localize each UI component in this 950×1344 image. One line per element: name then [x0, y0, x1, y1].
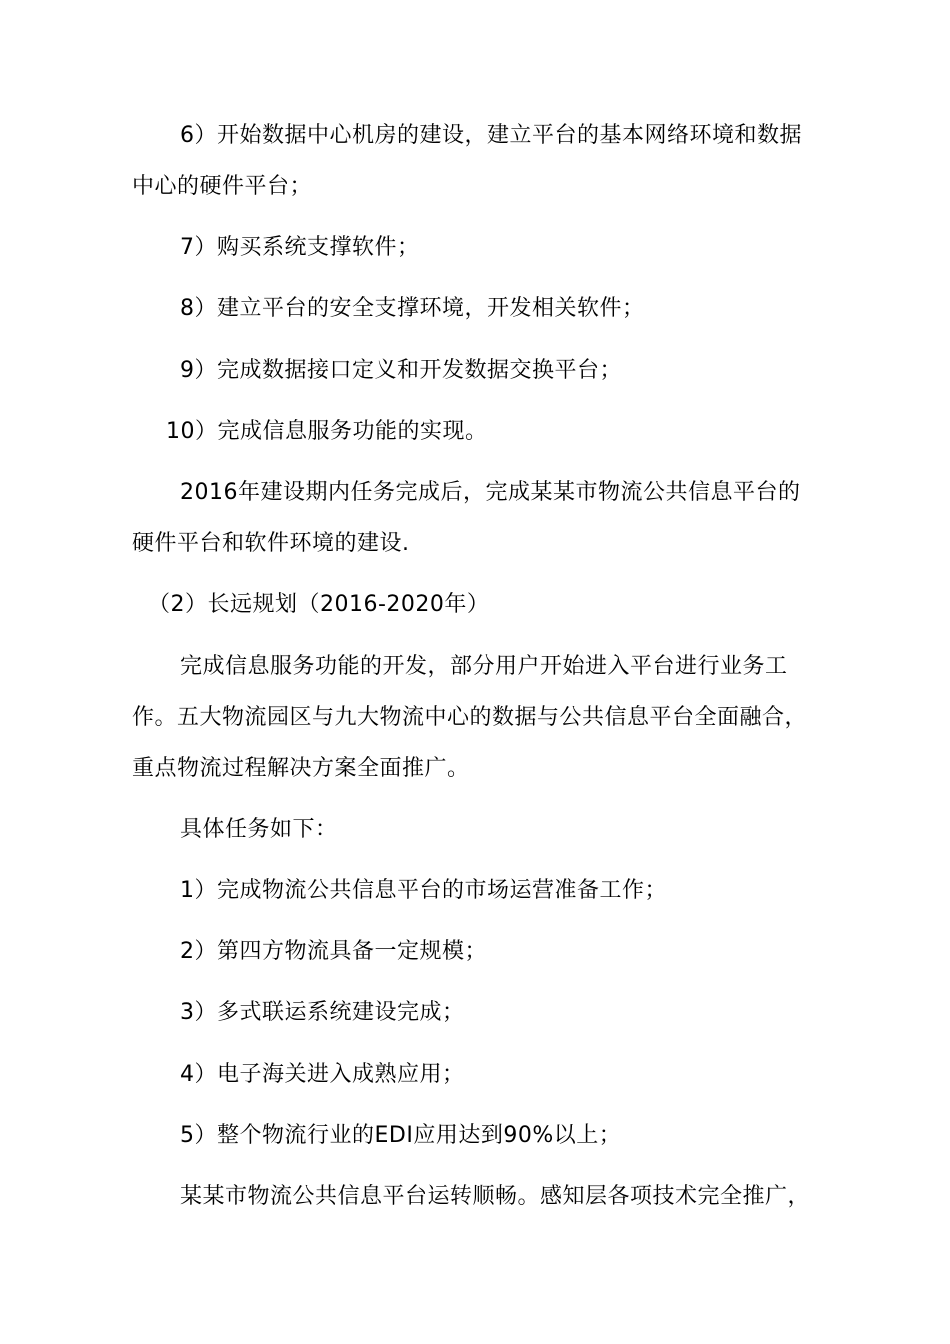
section-heading-long-term: （2）长远规划（2016-2020年） — [148, 592, 490, 617]
text-line-lt-task-5: 5）整个物流行业的EDI应用达到90%以上； — [180, 1123, 622, 1148]
text-line-task-7: 7）购买系统支撑软件； — [180, 235, 420, 260]
text-line-summary-2016-cont: 硬件平台和软件环境的建设. — [132, 531, 410, 556]
text-line-summary-2016: 2016年建设期内任务完成后，完成某某市物流公共信息平台的 — [180, 480, 801, 505]
text-line-lt-task-4: 4）电子海关进入成熟应用； — [180, 1062, 465, 1087]
text-line-lt-task-2: 2）第四方物流具备一定规模； — [180, 939, 487, 964]
text-line-tasks-intro: 具体任务如下： — [180, 817, 338, 842]
text-line-long-term-3: 重点物流过程解决方案全面推广。 — [132, 756, 470, 781]
text-line-long-term-2: 作。五大物流园区与九大物流中心的数据与公共信息平台全面融合， — [132, 705, 808, 730]
text-line-task-9: 9）完成数据接口定义和开发数据交换平台； — [180, 358, 622, 383]
text-line-platform-status: 某某市物流公共信息平台运转顺畅。感知层各项技术完全推广， — [180, 1184, 811, 1209]
text-line-long-term-1: 完成信息服务功能的开发，部分用户开始进入平台进行业务工 — [180, 654, 788, 679]
text-line-lt-task-1: 1）完成物流公共信息平台的市场运营准备工作； — [180, 878, 667, 903]
text-line-task-6: 6）开始数据中心机房的建设，建立平台的基本网络环境和数据 — [180, 123, 802, 148]
text-line-task-8: 8）建立平台的安全支撑环境，开发相关软件； — [180, 296, 645, 321]
text-line-lt-task-3: 3）多式联运系统建设完成； — [180, 1000, 465, 1025]
text-line-task-10: 10）完成信息服务功能的实现。 — [166, 419, 488, 444]
text-line-task-6-cont: 中心的硬件平台； — [132, 174, 313, 199]
